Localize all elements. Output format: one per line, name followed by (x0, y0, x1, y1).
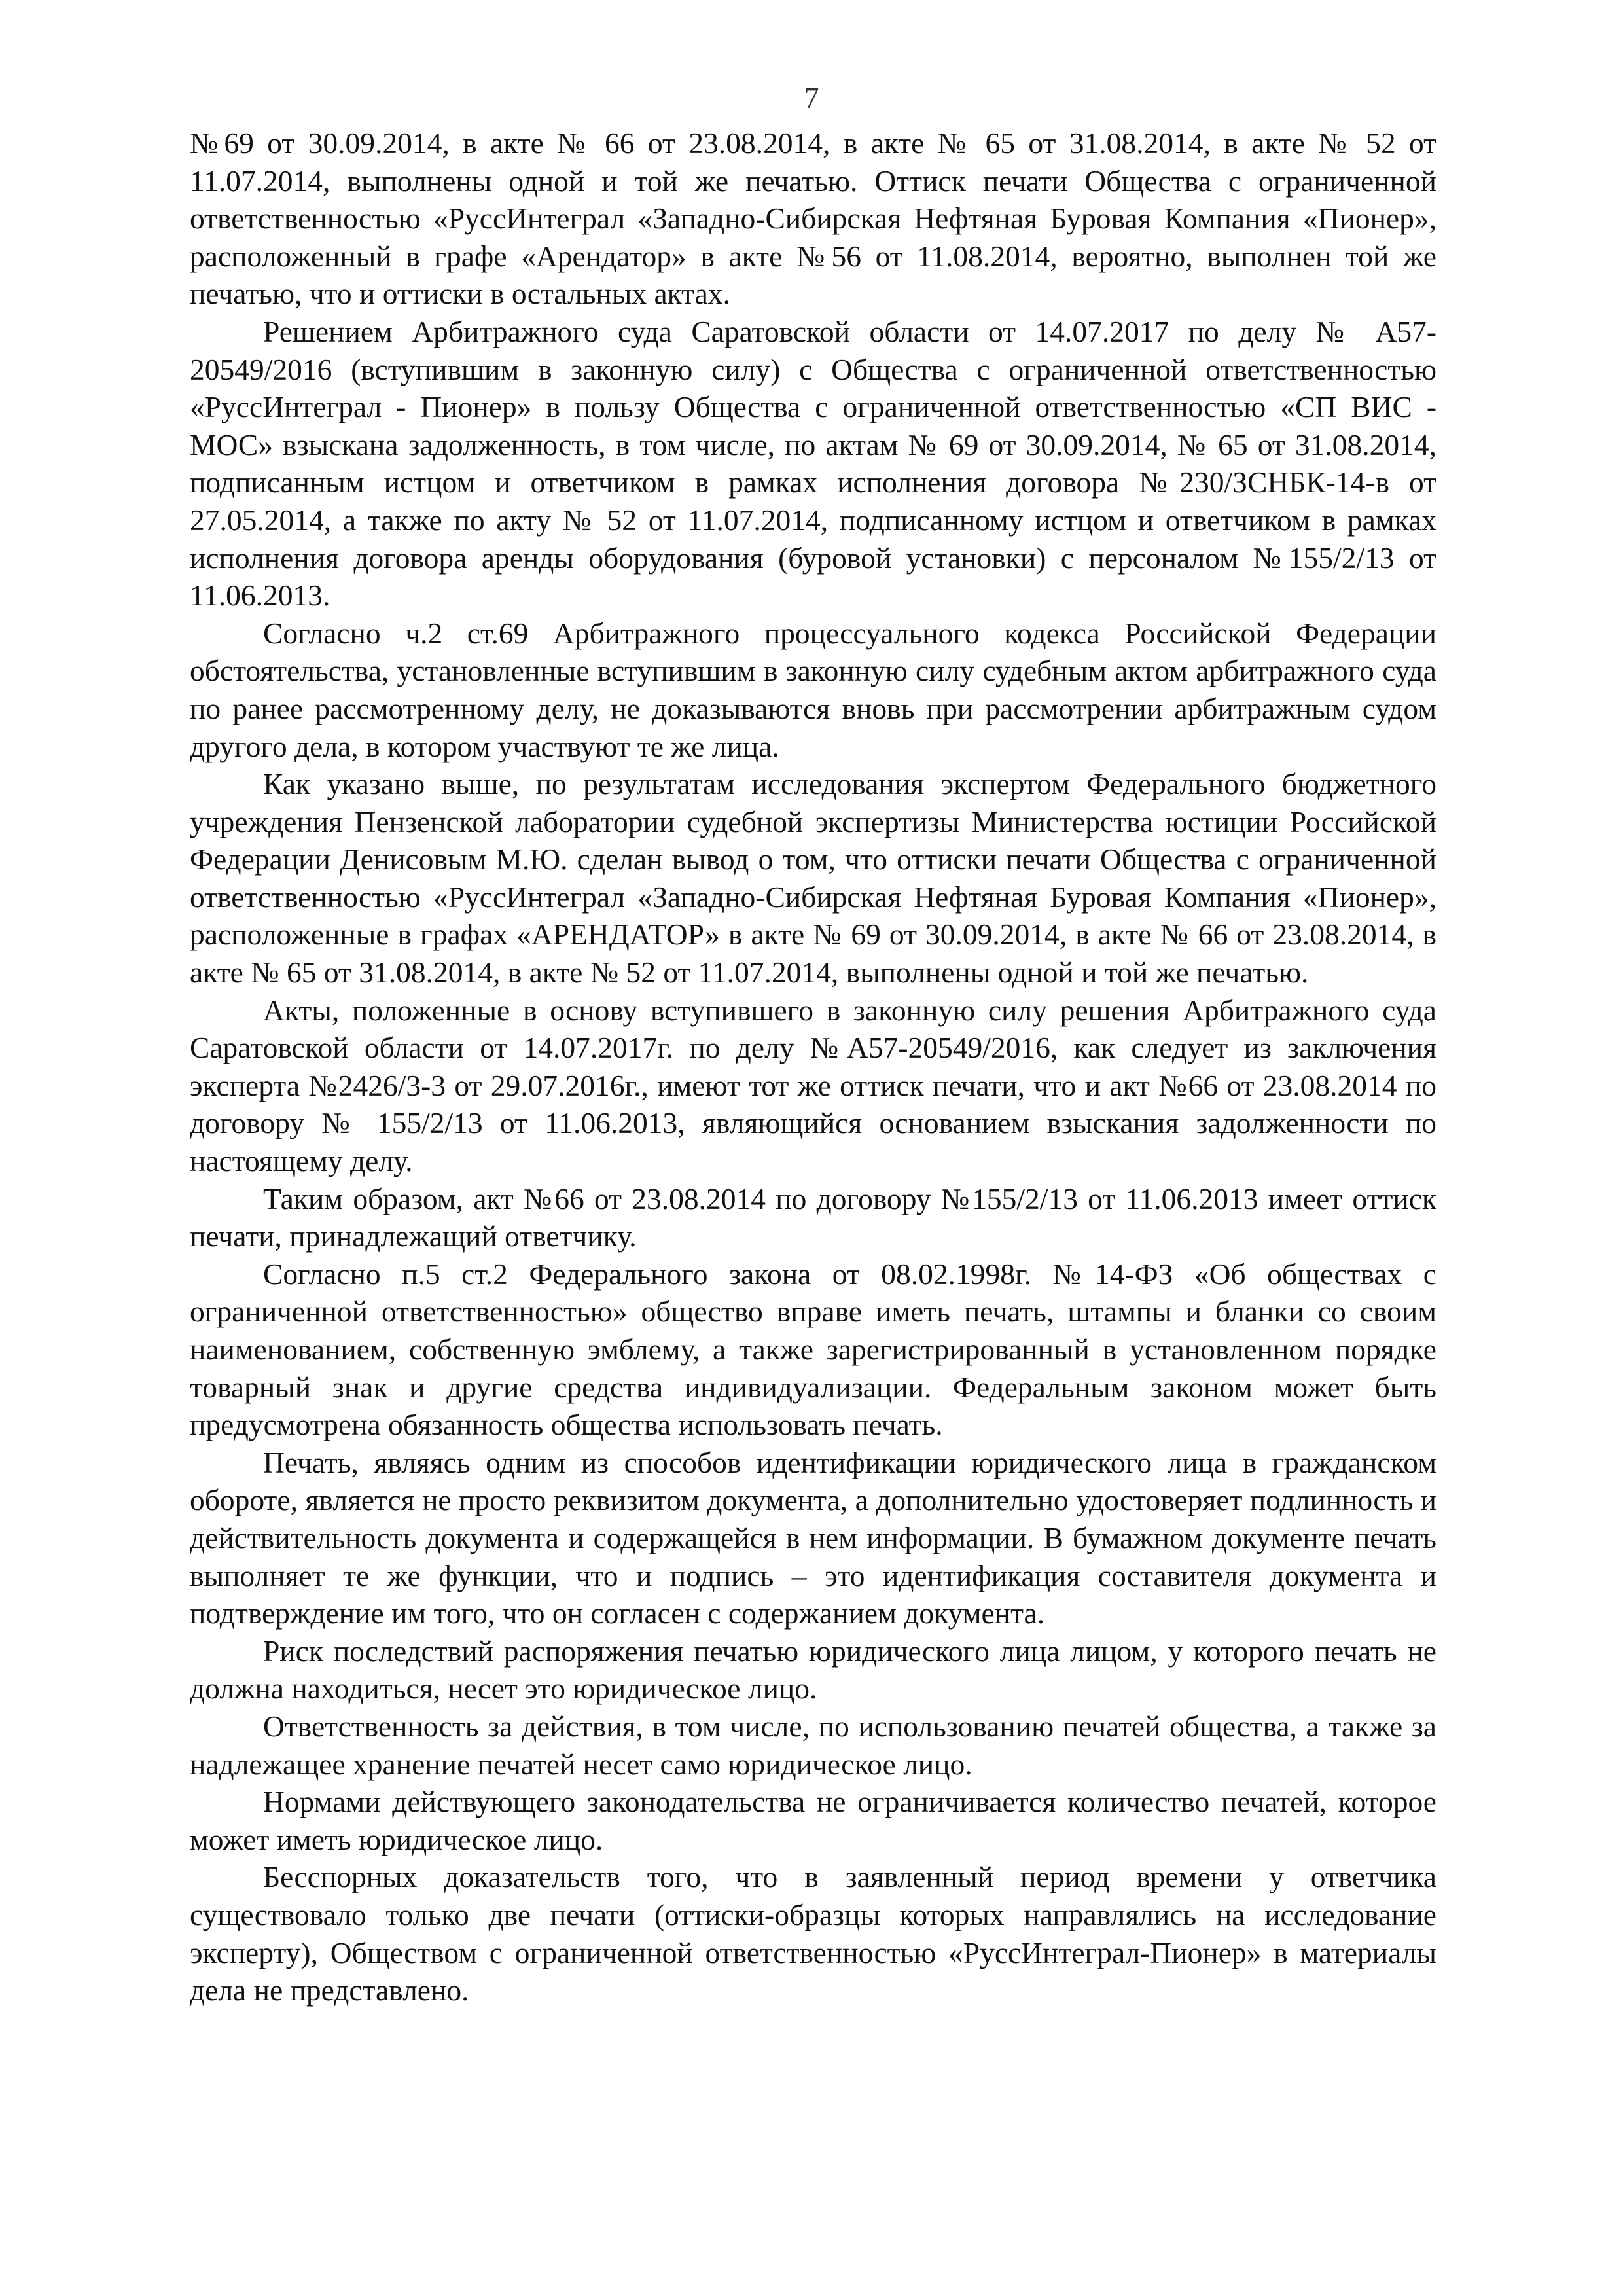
paragraph-continuation: №69 от 30.09.2014, в акте № 66 от 23.08.2014, в акте № 65 от 31.08.2014, в акте № 52 от 11.07.2014, выполнены одной и той же печатью. Оттиск печати Общества с ограниченной ответственностью «РуссИнтеграл «Западно-Сибирская Нефтяная Буровая Компания «Пионер», расположенный в графе «Арендатор» в акте №56 от 11.08.2014, вероятно, выполнен той же печатью, что и оттиски в остальных актах. (190, 126, 1436, 311)
paragraph-acts-basis: Акты, положенные в основу вступившего в законную силу решения Арбитражного суда Саратовской области от 14.07.2017г. по делу №А57-20549/2016, как следует из заключения эксперта №2426/3-3 от 29.07.2016г., имеют тот же оттиск печати, что и акт №66 от 23.08.2014 по договору № 155/2/13 от 11.06.2013, являющийся основанием взыскания задолженности по настоящему делу. (190, 993, 1436, 1178)
paragraph-responsibility: Ответственность за действия, в том числе, по использованию печатей общества, а также за надлежащее хранение печатей несет само юридическое лицо. (190, 1709, 1436, 1781)
paragraph-expert-conclusion: Как указано выше, по результатам исследования экспертом Федерального бюджетного учреждения Пензенской лаборатории судебной экспертизы Министерства юстиции Российской Федерации Денисовым М.Ю. сделан вывод о том, что оттиски печати Общества с ограниченной ответственностью «РуссИнтеграл «Западно-Сибирская Нефтяная Буровая Компания «Пионер», расположенные в графах «АРЕНДАТОР» в акте № 69 от 30.09.2014, в акте № 66 от 23.08.2014, в акте № 65 от 31.08.2014, в акте № 52 от 11.07.2014, выполнены одной и той же печатью. (190, 767, 1436, 990)
paragraph-arbitration-decision: Решением Арбитражного суда Саратовской области от 14.07.2017 по делу № А57-20549/2016 (вступившим в законную силу) с Общества с ограниченной ответственностью «РуссИнтеграл - Пионер» в пользу Общества с ограниченной ответственностью «СП ВИС - МОС» взыскана задолженность, в том числе, по актам № 69 от 30.09.2014, № 65 от 31.08.2014, подписанным истцом и ответчиком в рамках исполнения договора №230/ЗСНБК-14-в от 27.05.2014, а также по акту № 52 от 11.07.2014, подписанному истцом и ответчиком в рамках исполнения договора аренды оборудования (буровой установки) с персоналом №155/2/13 от 11.06.2013. (190, 314, 1436, 613)
paragraph-no-evidence: Бесспорных доказательств того, что в заявленный период времени у ответчика существовало только две печати (оттиски-образцы которых направлялись на исследование эксперту), Обществом с ограниченной ответственностью «РуссИнтеграл-Пионер» в материалы дела не представлено. (190, 1860, 1436, 2007)
paragraph-seal-risk: Риск последствий распоряжения печатью юридического лица лицом, у которого печать не должна находиться, несет это юридическое лицо. (190, 1634, 1436, 1706)
paragraph-conclusion-act-66: Таким образом, акт №66 от 23.08.2014 по договору №155/2/13 от 11.06.2013 имеет оттиск печати, принадлежащий ответчику. (190, 1181, 1436, 1253)
document-body (190, 124, 1436, 2009)
paragraph-federal-law: Согласно п.5 ст.2 Федерального закона от 08.02.1998г. №14-ФЗ «Об обществах с ограниченной ответственностью» общество вправе иметь печать, штампы и бланки со своим наименованием, собственную эмблему, а также зарегистрированный в установленном порядке товарный знак и другие средства индивидуализации. Федеральным законом может быть предусмотрена обязанность общества использовать печать. (190, 1257, 1436, 1442)
paragraph-seal-function: Печать, являясь одним из способов идентификации юридического лица в гражданском обороте, является не просто реквизитом документа, а дополнительно удостоверяет подлинность и действительность документа и содержащейся в нем информации. В бумажном документе печать выполняет те же функции, что и подпись – это идентификация составителя документа и подтверждение им того, что он согласен с содержанием документа. (190, 1445, 1436, 1630)
paragraph-seal-count: Нормами действующего законодательства не ограничивается количество печатей, которое может иметь юридическое лицо. (190, 1785, 1436, 1856)
page-number: 7 (804, 81, 819, 115)
paragraph-procedural-code: Согласно ч.2 ст.69 Арбитражного процессуального кодекса Российской Федерации обстоятельства, установленные вступившим в законную силу судебным актом арбитражного суда по ранее рассмотренному делу, не доказываются вновь при рассмотрении арбитражным судом другого дела, в котором участвуют те же лица. (190, 616, 1436, 763)
